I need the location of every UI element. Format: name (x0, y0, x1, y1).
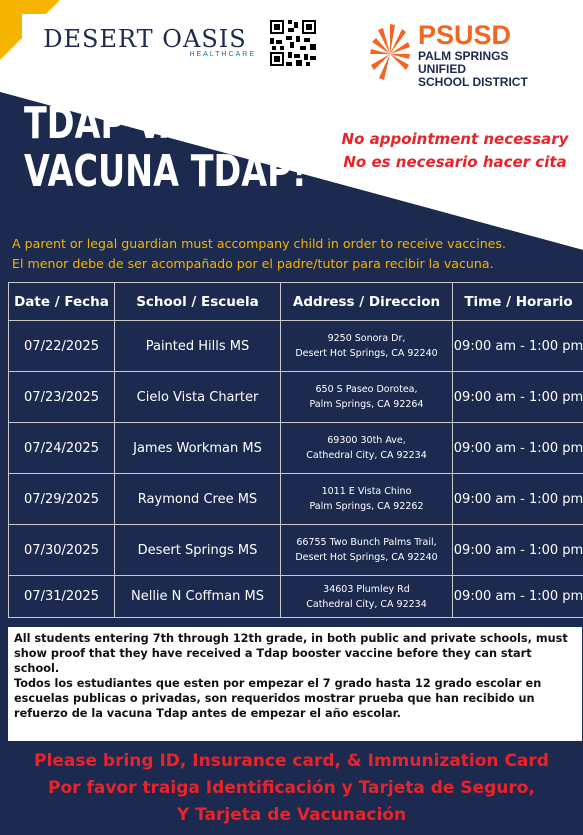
sunburst-icon (368, 20, 412, 84)
qr-code-icon[interactable] (268, 18, 318, 68)
psusd-line-2: UNIFIED (418, 62, 466, 76)
address-line-2: Desert Hot Springs, CA 92240 (295, 552, 438, 563)
cell-school: Raymond Cree MS (115, 474, 281, 525)
no-appointment-english: No appointment necessary (341, 130, 569, 148)
desert-oasis-logo-text: DESERT OASIS (43, 24, 247, 53)
desert-oasis-logo (22, 14, 268, 68)
table-row (9, 423, 583, 474)
address-line-1: 650 S Paseo Dorotea, (315, 384, 418, 395)
no-appointment-note (338, 128, 572, 174)
table-row (9, 576, 583, 618)
header-time: Time / Horario (453, 283, 583, 321)
address-line-1: 69300 30th Ave, (327, 435, 406, 446)
cell-date: 07/22/2025 (9, 321, 115, 372)
title-spanish: VACUNA TDAP! (24, 146, 307, 197)
requirement-notice-english: All students entering 7th through 12th grade, in both public and private schools, must show proof that they have received a Tdap booster vaccine before they can start school. (14, 632, 568, 675)
table-header-row (9, 283, 583, 321)
cell-time: 09:00 am - 1:00 pm (453, 372, 583, 423)
guardian-notice-english: A parent or legal guardian must accompany child in order to receive vaccines. (12, 236, 506, 251)
header-school: School / Escuela (115, 283, 281, 321)
guardian-notice (12, 234, 580, 274)
cell-school: Desert Springs MS (115, 525, 281, 576)
cell-school: James Workman MS (115, 423, 281, 474)
address-line-2: Cathedral City, CA 92234 (306, 450, 427, 461)
guardian-notice-spanish: El menor debe de ser acompañado por el padre/tutor para recibir la vacuna. (12, 256, 494, 271)
cell-date: 07/24/2025 (9, 423, 115, 474)
cell-address (281, 423, 453, 474)
table-row (9, 525, 583, 576)
bring-documents-note (0, 748, 583, 829)
no-appointment-spanish: No es necesario hacer cita (343, 153, 567, 171)
cell-address (281, 525, 453, 576)
cell-school: Cielo Vista Charter (115, 372, 281, 423)
table-row (9, 474, 583, 525)
bring-line-2: Por favor traiga Identificación y Tarjeta de Seguro, (48, 778, 535, 798)
cell-time: 09:00 am - 1:00 pm (453, 423, 583, 474)
bring-line-1: Please bring ID, Insurance card, & Immunization Card (34, 751, 549, 771)
cell-time: 09:00 am - 1:00 pm (453, 474, 583, 525)
desert-oasis-logo-subtext: HEALTHCARE (189, 50, 256, 58)
cell-time: 09:00 am - 1:00 pm (453, 576, 583, 618)
address-line-2: Cathedral City, CA 92234 (306, 598, 427, 610)
requirement-notice (8, 627, 582, 741)
psusd-line-3: SCHOOL DISTRICT (418, 75, 528, 89)
title-english: TDAP VACCINE! (24, 98, 314, 149)
address-line-1: 34603 Plumley Rd (323, 583, 410, 595)
header-address: Address / Direccion (281, 283, 453, 321)
cell-time: 09:00 am - 1:00 pm (453, 525, 583, 576)
address-line-2: Palm Springs, CA 92264 (309, 399, 424, 410)
table-row (9, 321, 583, 372)
cell-school: Painted Hills MS (115, 321, 281, 372)
address-line-1: 9250 Sonora Dr, (327, 333, 406, 344)
cell-address (281, 321, 453, 372)
cell-school: Nellie N Coffman MS (115, 576, 281, 618)
requirement-notice-spanish: Todos los estudiantes que esten por empezar el 7 grado hasta 12 grado escolar en escuelas publicas o privadas, son requeridos mostrar prueba que han recibido un refuerzo de la vacuna Tdap antes de empezar el año escolar. (14, 677, 542, 720)
psusd-text (418, 20, 528, 100)
psusd-title: PSUSD (418, 20, 512, 50)
address-line-1: 1011 E Vista Chino (321, 486, 412, 497)
cell-date: 07/29/2025 (9, 474, 115, 525)
schedule-table (8, 282, 583, 618)
address-line-2: Desert Hot Springs, CA 92240 (295, 348, 438, 359)
psusd-line-1: PALM SPRINGS (418, 49, 509, 63)
cell-address (281, 576, 453, 618)
cell-date: 07/31/2025 (9, 576, 115, 618)
cell-time: 09:00 am - 1:00 pm (453, 321, 583, 372)
header-date: Date / Fecha (9, 283, 115, 321)
address-line-1: 66755 Two Bunch Palms Trail, (296, 537, 437, 548)
table-row (9, 372, 583, 423)
cell-date: 07/30/2025 (9, 525, 115, 576)
bring-line-3: Y Tarjeta de Vacunación (176, 805, 407, 825)
cell-date: 07/23/2025 (9, 372, 115, 423)
cell-address (281, 372, 453, 423)
cell-address (281, 474, 453, 525)
desert-oasis-wordmark (43, 25, 246, 53)
psusd-logo (368, 20, 548, 100)
address-line-2: Palm Springs, CA 92262 (309, 501, 424, 512)
